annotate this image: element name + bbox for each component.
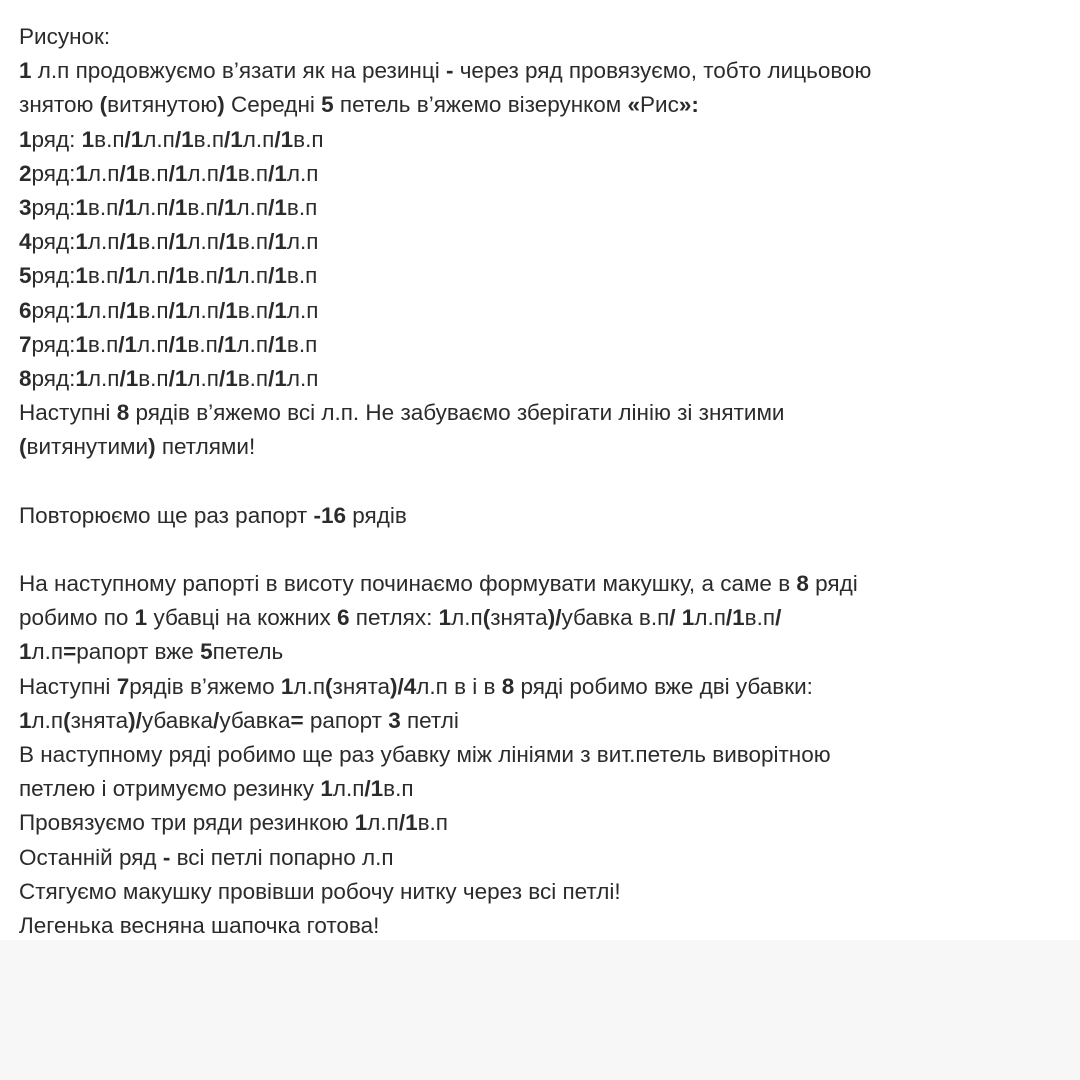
- text-run: в.п: [138, 160, 169, 186]
- text-run: петлею і отримуємо резинку: [19, 776, 321, 802]
- bold-text-run: /1: [274, 126, 294, 152]
- text-run: всі петлі попарно л.п: [170, 844, 394, 870]
- text-run: в.п: [293, 126, 324, 152]
- text-run: л.п: [286, 160, 319, 186]
- text-run: в.п: [744, 605, 776, 631]
- text-line: [19, 328, 1064, 362]
- text-run: в.п: [286, 331, 318, 357]
- text-line: [19, 123, 1064, 157]
- text-run: л.п: [236, 194, 269, 220]
- bold-text-run: /1: [268, 229, 287, 255]
- bold-text-run: /1: [168, 160, 188, 186]
- bold-text-run: 3: [19, 194, 32, 220]
- bold-text-run: /1: [398, 810, 418, 836]
- text-run: л.п: [187, 229, 219, 255]
- text-line: [19, 157, 1064, 191]
- bold-text-run: (: [482, 605, 491, 631]
- text-run: л.п: [367, 810, 399, 836]
- bold-text-run: 8: [796, 571, 809, 596]
- bold-text-run: 8: [501, 673, 515, 699]
- bold-text-run: 3: [388, 707, 401, 733]
- bold-text-run: (: [19, 434, 27, 460]
- text-line: [19, 430, 1064, 464]
- text-run: Останній ряд: [19, 844, 163, 870]
- text-run: убавка: [219, 707, 291, 733]
- bold-text-run: )/4: [390, 673, 417, 699]
- bold-text-run: /1: [217, 194, 237, 220]
- text-line: [19, 362, 1064, 396]
- bold-text-run: /1: [174, 126, 194, 152]
- bold-text-run: 4: [19, 229, 32, 255]
- text-run: ряді робимо вже дві убавки:: [514, 673, 813, 699]
- text-line: [19, 396, 1064, 430]
- document-text: [19, 20, 1064, 943]
- text-run: л.п: [332, 776, 365, 802]
- text-run: Легенька весняна шапочка готова!: [19, 912, 380, 938]
- bold-text-run: 6: [19, 297, 32, 323]
- bold-text-run: 1: [354, 810, 368, 836]
- bold-text-run: /1: [218, 365, 238, 391]
- bold-text-run: -: [445, 58, 454, 84]
- text-run: Стягуємо макушку провівши робочу нитку через всі петлі!: [19, 878, 621, 904]
- text-run: в.п: [237, 297, 269, 323]
- bold-text-run: /1: [217, 263, 237, 289]
- bold-text-run: 1: [134, 605, 148, 631]
- text-line: [19, 499, 1064, 533]
- text-run: л.п: [31, 639, 64, 665]
- text-line: [19, 635, 1064, 669]
- text-run: рядів в’яжемо всі л.п. Не забуваємо зберігати лінію зі знятими: [129, 400, 785, 426]
- text-line: [19, 738, 1064, 772]
- text-run: убавка в.п: [561, 605, 670, 631]
- text-run: робимо по: [19, 605, 135, 631]
- text-run: петлі: [400, 707, 459, 733]
- text-run: л.п: [87, 160, 120, 186]
- text-run: знята: [490, 605, 548, 631]
- text-run: в.п: [417, 810, 448, 836]
- text-line: [19, 875, 1064, 909]
- text-run: в.п: [187, 263, 218, 289]
- bold-text-run: /1: [268, 365, 287, 391]
- text-run: убавка: [141, 707, 214, 733]
- bold-text-run: /1: [218, 160, 238, 186]
- bold-text-run: /1: [224, 126, 243, 152]
- text-run: рапорт вже: [76, 639, 201, 665]
- bold-text-run: 1: [75, 194, 88, 220]
- text-run: в.п: [237, 160, 269, 186]
- bold-text-run: )/: [547, 605, 562, 631]
- blank-line: [19, 533, 1064, 567]
- text-line: [19, 841, 1064, 875]
- bold-text-run: /1: [168, 194, 188, 220]
- text-run: л.п: [187, 160, 219, 186]
- bold-text-run: 1: [19, 58, 32, 84]
- text-run: ряд:: [31, 331, 76, 357]
- bold-text-run: /1: [119, 160, 139, 186]
- bold-text-run: /1: [119, 229, 139, 255]
- text-run: в.п: [138, 365, 169, 391]
- text-run: в.п: [237, 229, 269, 255]
- text-run: петлями!: [155, 434, 256, 460]
- bold-text-run: /1: [168, 297, 188, 323]
- text-line: [19, 704, 1064, 738]
- bold-text-run: /: [775, 605, 782, 631]
- text-run: в.п: [193, 126, 224, 152]
- text-run: л.п: [694, 605, 726, 631]
- text-run: л.п в і в: [416, 673, 502, 699]
- text-line: [19, 88, 1064, 122]
- bold-text-run: 1: [75, 263, 88, 289]
- text-line: [19, 772, 1064, 806]
- bold-text-run: 8: [116, 400, 130, 426]
- bold-text-run: / 1: [669, 605, 695, 631]
- bold-text-run: 5: [321, 92, 334, 118]
- text-run: ряд:: [31, 194, 76, 220]
- text-line: [19, 601, 1064, 635]
- bold-text-run: /1: [118, 263, 138, 289]
- text-run: Рисунок:: [19, 24, 111, 49]
- bold-text-run: (: [325, 673, 333, 699]
- bold-text-run: /1: [268, 331, 287, 357]
- bold-text-run: /1: [268, 263, 287, 289]
- text-run: в.п: [87, 263, 119, 289]
- text-run: На наступному рапорті в висоту починаємо формувати макушку, а саме в: [19, 571, 797, 596]
- bold-text-run: 1: [19, 707, 32, 733]
- bold-text-run: 1: [75, 160, 88, 186]
- text-run: л.п: [293, 673, 326, 699]
- bold-text-run: )/: [128, 707, 142, 733]
- text-run: знятою: [19, 92, 100, 118]
- text-run: л.п: [31, 707, 64, 733]
- bold-text-run: 6: [337, 605, 350, 631]
- text-run: л.п: [137, 263, 169, 289]
- text-run: ряд:: [31, 229, 76, 255]
- bold-text-run: /1: [168, 365, 188, 391]
- bold-text-run: 1: [75, 365, 88, 391]
- text-run: витянутими: [26, 434, 149, 460]
- text-line: [19, 806, 1064, 840]
- bold-text-run: 1: [19, 639, 32, 665]
- text-run: л.п: [286, 365, 319, 391]
- text-run: в.п: [187, 331, 218, 357]
- text-run: л.п: [286, 297, 319, 323]
- bold-text-run: 5: [200, 639, 213, 665]
- text-run: л.п: [87, 365, 120, 391]
- text-run: в.п: [237, 365, 269, 391]
- text-run: л.п: [236, 331, 269, 357]
- text-line: [19, 294, 1064, 328]
- bold-text-run: 1: [75, 229, 88, 255]
- text-run: Провязуємо три ряди резинкою: [19, 810, 355, 836]
- bold-text-run: 1: [75, 297, 88, 323]
- text-run: рядів: [346, 502, 407, 528]
- text-line: [19, 259, 1064, 293]
- bold-text-run: /: [213, 707, 220, 733]
- text-run: в.п: [286, 263, 318, 289]
- text-line: [19, 191, 1064, 225]
- text-run: ряді: [808, 571, 858, 596]
- text-run: л.п: [87, 297, 120, 323]
- bold-text-run: 1: [438, 605, 452, 631]
- text-run: петель: [212, 639, 284, 665]
- bold-text-run: 1: [75, 331, 88, 357]
- bold-text-run: 2: [19, 160, 32, 186]
- text-run: Середні: [224, 92, 322, 118]
- text-run: петлях:: [349, 605, 439, 631]
- bold-text-run: -: [162, 844, 171, 870]
- text-run: в.п: [138, 229, 169, 255]
- bold-text-run: 8: [19, 365, 32, 391]
- text-run: рядів в’яжемо: [129, 673, 281, 699]
- bold-text-run: /1: [218, 229, 238, 255]
- text-line: [19, 54, 1064, 88]
- text-run: Повторюємо ще раз рапорт: [19, 502, 314, 528]
- bold-text-run: /1: [124, 126, 144, 152]
- text-run: витянутою: [107, 92, 218, 118]
- text-run: ряд:: [31, 126, 82, 152]
- text-run: л.п: [451, 605, 483, 631]
- text-run: л.п: [286, 229, 319, 255]
- text-run: л.п: [143, 126, 175, 152]
- bold-text-run: /1: [168, 229, 188, 255]
- bold-text-run: 7: [19, 331, 32, 357]
- text-run: знята: [70, 707, 129, 733]
- bold-text-run: /1: [168, 263, 188, 289]
- bold-text-run: /1: [119, 365, 139, 391]
- text-run: в.п: [138, 297, 169, 323]
- bold-text-run: ): [217, 92, 225, 118]
- text-run: в.п: [87, 194, 119, 220]
- text-line: [19, 20, 1064, 54]
- text-run: убавці на кожних: [147, 605, 338, 631]
- bold-text-run: /1: [364, 776, 384, 802]
- text-run: ряд:: [31, 263, 76, 289]
- text-run: ряд:: [31, 160, 76, 186]
- text-run: Наступні: [19, 673, 117, 699]
- bold-text-run: 1: [81, 126, 95, 152]
- bold-text-run: /1: [119, 297, 139, 323]
- bold-text-run: =: [290, 707, 304, 733]
- text-run: л.п: [137, 194, 169, 220]
- bold-text-run: 1: [280, 673, 294, 699]
- bold-text-run: -16: [313, 502, 347, 528]
- bold-text-run: (: [99, 92, 108, 118]
- text-line: [19, 670, 1064, 704]
- text-run: в.п: [94, 126, 125, 152]
- text-run: л.п: [187, 365, 219, 391]
- text-run: л.п: [137, 331, 169, 357]
- bold-text-run: /1: [118, 331, 138, 357]
- text-run: в.п: [87, 331, 119, 357]
- text-run: ряд:: [31, 297, 76, 323]
- bold-text-run: (: [63, 707, 71, 733]
- bold-text-run: /1: [268, 194, 287, 220]
- bold-text-run: «: [627, 92, 641, 118]
- bold-text-run: 5: [19, 263, 32, 289]
- text-run: Рис: [640, 92, 679, 118]
- text-line: [19, 567, 1064, 601]
- text-run: знята: [332, 673, 391, 699]
- blank-footer-area: [0, 940, 1080, 1080]
- text-run: петель в’яжемо візерунком: [333, 92, 628, 118]
- text-run: в.п: [286, 194, 318, 220]
- bold-text-run: 7: [116, 673, 130, 699]
- text-run: л.п: [242, 126, 275, 152]
- bold-text-run: /1: [118, 194, 138, 220]
- text-line: [19, 225, 1064, 259]
- bold-text-run: /1: [268, 297, 287, 323]
- text-run: в.п: [187, 194, 218, 220]
- text-run: ряд:: [31, 365, 76, 391]
- text-run: л.п: [236, 263, 269, 289]
- bold-text-run: /1: [725, 605, 745, 631]
- bold-text-run: /1: [168, 331, 188, 357]
- text-run: через ряд провязуємо, тобто лицьовою: [453, 58, 872, 84]
- bold-text-run: »:: [678, 92, 699, 118]
- text-run: л.п продовжуємо в’язати як на резинці: [31, 58, 446, 84]
- text-run: рапорт: [303, 707, 389, 733]
- text-run: л.п: [87, 229, 120, 255]
- text-run: Наступні: [19, 400, 117, 426]
- bold-text-run: 1: [19, 126, 32, 152]
- text-run: В наступному ряді робимо ще раз убавку між лініями з вит.петель виворітною: [19, 741, 831, 767]
- blank-line: [19, 464, 1064, 498]
- bold-text-run: /1: [218, 297, 238, 323]
- text-line: [19, 909, 1064, 943]
- bold-text-run: 1: [320, 776, 333, 802]
- text-run: в.п: [383, 776, 414, 802]
- text-run: л.п: [187, 297, 219, 323]
- bold-text-run: ): [148, 434, 156, 460]
- bold-text-run: /1: [268, 160, 287, 186]
- bold-text-run: =: [63, 639, 77, 665]
- bold-text-run: /1: [217, 331, 237, 357]
